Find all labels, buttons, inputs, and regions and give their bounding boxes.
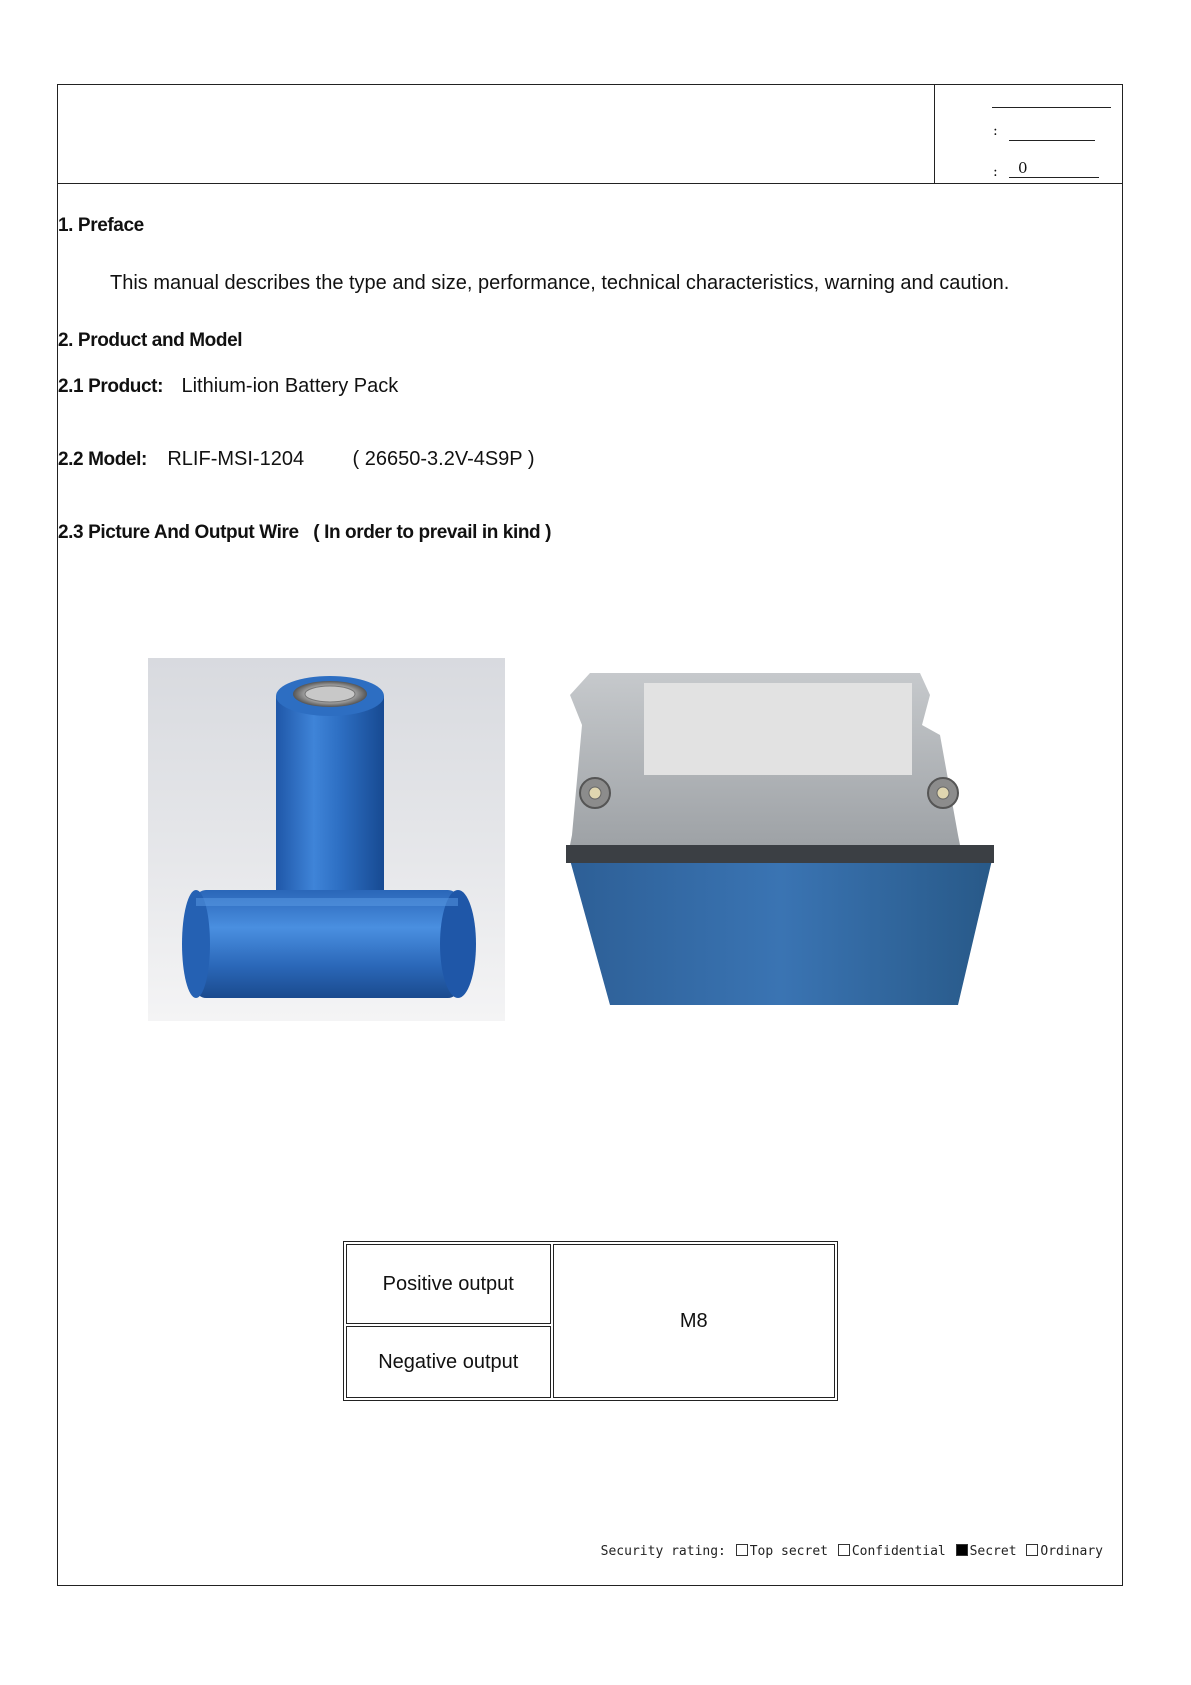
ordinary-label: Ordinary xyxy=(1040,1544,1103,1559)
product-row xyxy=(58,375,398,398)
output-wire-table xyxy=(343,1241,838,1401)
positive-output-cell: Positive output xyxy=(346,1244,551,1324)
negative-output-cell: Negative output xyxy=(346,1326,551,1398)
security-rating-label: Security rating: xyxy=(600,1544,726,1559)
preface-heading: 1. Preface xyxy=(58,215,144,236)
document-header xyxy=(58,85,1122,184)
security-rating xyxy=(601,1544,1103,1559)
header-field-colon-3: : xyxy=(993,164,998,180)
header-field-line-3 xyxy=(1009,177,1099,178)
header-field-line-2 xyxy=(1009,140,1095,141)
product-label: 2.1 Product: xyxy=(58,376,163,397)
model-value: RLIF-MSI-1204 xyxy=(167,448,305,470)
model-spec: ( 26650-3.2V-4S9P ) xyxy=(352,448,535,470)
header-field-value-3: 0 xyxy=(1018,159,1028,177)
secret-checkbox[interactable] xyxy=(956,1544,968,1556)
product-model-heading: 2. Product and Model xyxy=(58,330,243,351)
product-value: Lithium-ion Battery Pack xyxy=(181,375,399,397)
model-row xyxy=(58,448,535,471)
header-field-line-1 xyxy=(992,107,1111,108)
secret-label: Secret xyxy=(969,1544,1017,1559)
ordinary-checkbox[interactable] xyxy=(1026,1544,1038,1556)
model-label: 2.2 Model: xyxy=(58,449,147,470)
picture-heading: 2.3 Picture And Output Wire ( In order to prevail in kind ) xyxy=(58,522,552,543)
confidential-checkbox[interactable] xyxy=(838,1544,850,1556)
terminal-value-cell: M8 xyxy=(553,1244,835,1398)
battery-pack-photo xyxy=(560,665,1000,1015)
header-field-colon-2: : xyxy=(993,123,998,139)
top-secret-label: Top secret xyxy=(749,1544,828,1559)
table-row xyxy=(346,1244,835,1324)
header-info-box xyxy=(934,85,1122,183)
preface-text: This manual describes the type and size, performance, technical characteristics, warning and caution. xyxy=(110,272,1010,294)
confidential-label: Confidential xyxy=(851,1544,946,1559)
battery-cells-photo xyxy=(148,658,505,1021)
top-secret-checkbox[interactable] xyxy=(736,1544,748,1556)
